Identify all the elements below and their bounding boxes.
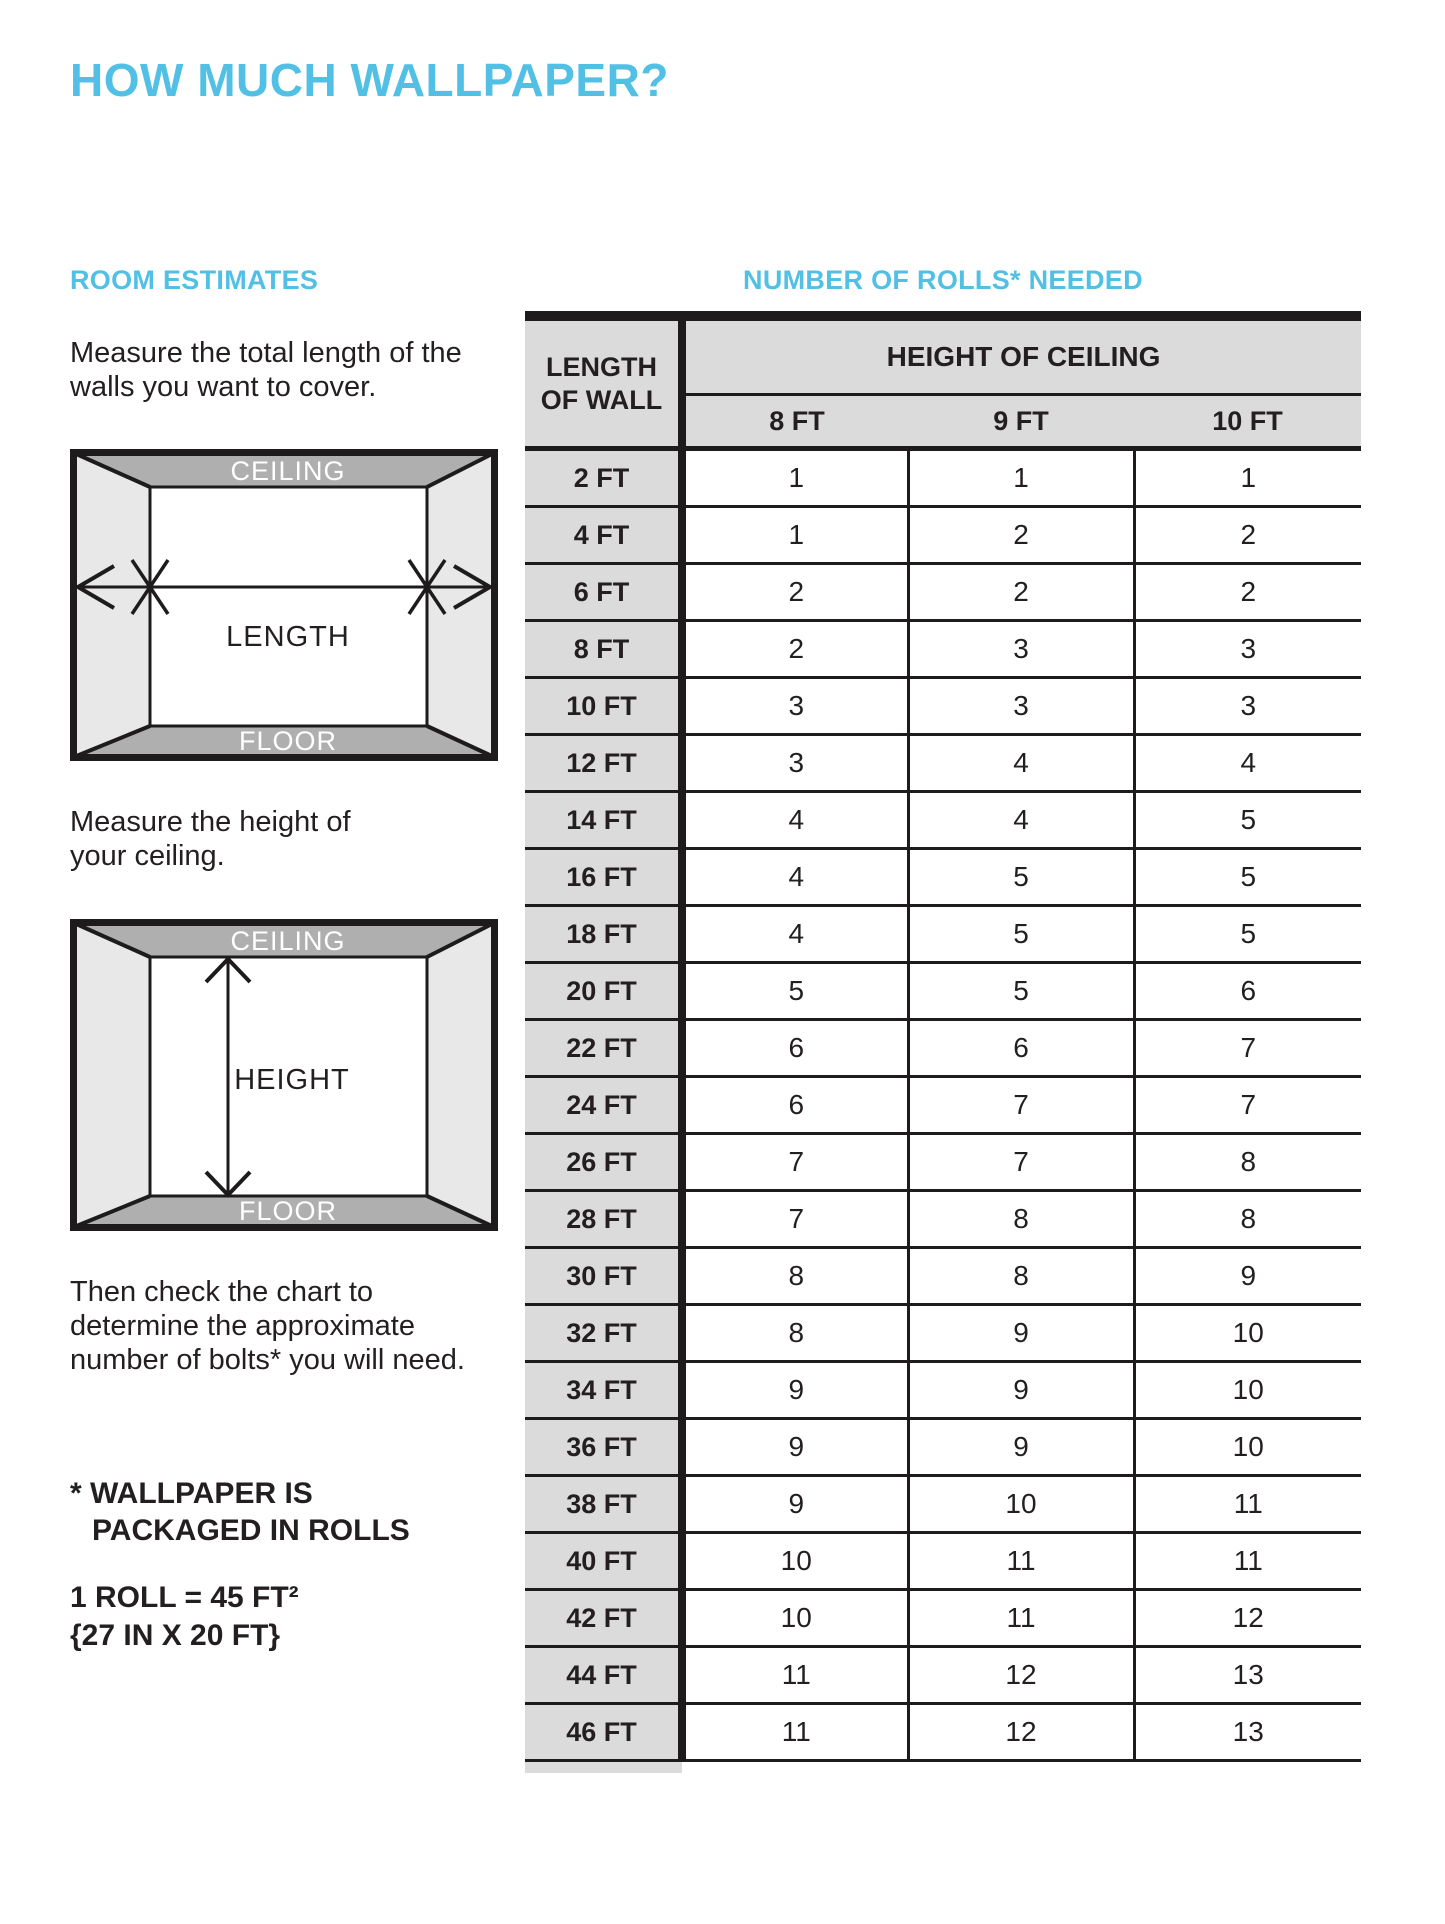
rolls-value-cell: 10 — [1134, 1419, 1361, 1476]
rolls-value-cell: 11 — [908, 1590, 1134, 1647]
table-row — [525, 849, 1361, 906]
rolls-value-cell: 4 — [682, 792, 908, 849]
rolls-value-cell: 13 — [1134, 1704, 1361, 1761]
table-row — [525, 449, 1361, 507]
rolls-value-cell: 13 — [1134, 1647, 1361, 1704]
wall-length-cell: 12 FT — [525, 735, 682, 792]
rolls-value-cell: 3 — [908, 621, 1134, 678]
height-label: HEIGHT — [234, 1064, 350, 1096]
wall-length-cell: 38 FT — [525, 1476, 682, 1533]
rolls-value-cell: 1 — [682, 449, 908, 507]
gray-tail-strip — [525, 1761, 1361, 1774]
rolls-value-cell: 8 — [1134, 1134, 1361, 1191]
length-label: LENGTH — [226, 621, 350, 653]
rolls-value-cell: 11 — [1134, 1476, 1361, 1533]
left-wall-surface — [74, 923, 150, 1227]
rolls-footnote-line2: PACKAGED IN ROLLS — [92, 1514, 410, 1547]
ceiling-label: CEILING — [230, 926, 346, 956]
rolls-value-cell: 9 — [682, 1362, 908, 1419]
wallpaper-guide-page — [0, 54, 1445, 1924]
wall-length-cell: 34 FT — [525, 1362, 682, 1419]
rolls-value-cell: 8 — [682, 1248, 908, 1305]
length-of-wall-header: LENGTH OF WALL — [525, 316, 682, 449]
roll-spec-line2: {27 IN X 20 FT} — [70, 1619, 281, 1652]
rolls-value-cell: 8 — [908, 1191, 1134, 1248]
rolls-value-cell: 8 — [682, 1305, 908, 1362]
wall-length-cell: 42 FT — [525, 1590, 682, 1647]
rolls-value-cell: 2 — [682, 621, 908, 678]
wall-length-cell: 6 FT — [525, 564, 682, 621]
rolls-value-cell: 7 — [1134, 1077, 1361, 1134]
rolls-value-cell: 2 — [908, 564, 1134, 621]
room-estimates-heading: ROOM ESTIMATES — [70, 265, 319, 295]
rolls-value-cell: 7 — [682, 1191, 908, 1248]
table-row — [525, 1134, 1361, 1191]
right-wall-surface — [427, 923, 494, 1227]
rolls-value-cell: 3 — [1134, 621, 1361, 678]
rolls-value-cell: 4 — [908, 792, 1134, 849]
table-row — [525, 1305, 1361, 1362]
wall-length-cell: 26 FT — [525, 1134, 682, 1191]
wall-length-cell: 8 FT — [525, 621, 682, 678]
ceiling-8ft-header: 8 FT — [682, 395, 908, 449]
rolls-footnote — [70, 1475, 513, 1549]
table-row — [525, 1704, 1361, 1761]
rolls-value-cell: 7 — [908, 1077, 1134, 1134]
rolls-value-cell: 8 — [1134, 1191, 1361, 1248]
rolls-value-cell: 10 — [1134, 1305, 1361, 1362]
rolls-value-cell: 2 — [908, 507, 1134, 564]
rolls-table-foot — [525, 1761, 1361, 1774]
ceiling-9ft-header: 9 FT — [908, 395, 1134, 449]
table-row — [525, 621, 1361, 678]
rolls-value-cell: 12 — [1134, 1590, 1361, 1647]
rolls-value-cell: 9 — [908, 1419, 1134, 1476]
rolls-value-cell: 5 — [1134, 849, 1361, 906]
wall-length-cell: 18 FT — [525, 906, 682, 963]
roll-spec-line1: 1 ROLL = 45 FT² — [70, 1581, 299, 1614]
rolls-value-cell: 2 — [682, 564, 908, 621]
rolls-value-cell: 6 — [1134, 963, 1361, 1020]
rolls-value-cell: 6 — [682, 1020, 908, 1077]
rolls-table-head — [525, 316, 1361, 449]
rolls-value-cell: 7 — [1134, 1020, 1361, 1077]
rolls-value-cell: 9 — [682, 1476, 908, 1533]
rolls-value-cell: 11 — [1134, 1533, 1361, 1590]
rolls-value-cell: 11 — [682, 1704, 908, 1761]
rolls-needed-heading: NUMBER OF ROLLS* NEEDED — [743, 265, 1143, 295]
rolls-value-cell: 5 — [908, 906, 1134, 963]
rolls-value-cell: 3 — [682, 678, 908, 735]
table-row — [525, 678, 1361, 735]
rolls-value-cell: 11 — [908, 1533, 1134, 1590]
rolls-value-cell: 3 — [1134, 678, 1361, 735]
wall-length-cell: 24 FT — [525, 1077, 682, 1134]
wall-length-cell: 4 FT — [525, 507, 682, 564]
table-row — [525, 1248, 1361, 1305]
rolls-value-cell: 3 — [682, 735, 908, 792]
rolls-value-cell: 2 — [1134, 507, 1361, 564]
rolls-value-cell: 12 — [908, 1647, 1134, 1704]
rolls-table-body — [525, 449, 1361, 1761]
height-of-ceiling-header: HEIGHT OF CEILING — [682, 316, 1361, 395]
rolls-value-cell: 9 — [908, 1305, 1134, 1362]
rolls-value-cell: 4 — [908, 735, 1134, 792]
roll-spec — [70, 1579, 513, 1655]
table-row — [525, 1590, 1361, 1647]
wall-length-cell: 44 FT — [525, 1647, 682, 1704]
ceiling-label: CEILING — [230, 456, 346, 486]
table-row — [525, 507, 1361, 564]
table-row — [525, 1191, 1361, 1248]
wall-length-cell: 32 FT — [525, 1305, 682, 1362]
table-row — [525, 963, 1361, 1020]
rolls-value-cell: 9 — [682, 1419, 908, 1476]
rolls-value-cell: 11 — [682, 1647, 908, 1704]
wall-length-cell: 28 FT — [525, 1191, 682, 1248]
rolls-value-cell: 5 — [908, 849, 1134, 906]
rolls-value-cell: 12 — [908, 1704, 1134, 1761]
rolls-value-cell: 8 — [908, 1248, 1134, 1305]
back-wall — [150, 487, 427, 726]
table-row — [525, 906, 1361, 963]
room-estimates-section — [70, 264, 513, 1655]
rolls-value-cell: 1 — [1134, 449, 1361, 507]
rolls-value-cell: 10 — [1134, 1362, 1361, 1419]
table-row — [525, 1476, 1361, 1533]
table-row — [525, 1020, 1361, 1077]
wall-length-cell: 22 FT — [525, 1020, 682, 1077]
instruction-measure-length: Measure the total length of the walls you want to cover. — [70, 337, 462, 403]
rolls-value-cell: 6 — [682, 1077, 908, 1134]
wall-length-cell: 20 FT — [525, 963, 682, 1020]
wall-length-cell: 36 FT — [525, 1419, 682, 1476]
rolls-value-cell: 5 — [908, 963, 1134, 1020]
wall-length-cell: 2 FT — [525, 449, 682, 507]
instruction-measure-height: Measure the height of your ceiling. — [70, 806, 351, 872]
table-row — [525, 564, 1361, 621]
table-row — [525, 1647, 1361, 1704]
rolls-value-cell: 5 — [682, 963, 908, 1020]
rolls-footnote-line1: * WALLPAPER IS — [70, 1477, 313, 1510]
rolls-value-cell: 10 — [682, 1533, 908, 1590]
table-row — [525, 792, 1361, 849]
rolls-value-cell: 4 — [682, 849, 908, 906]
rolls-value-cell: 10 — [908, 1476, 1134, 1533]
wall-length-cell: 16 FT — [525, 849, 682, 906]
rolls-table — [525, 311, 1361, 1773]
instruction-check-chart: Then check the chart to determine the approximate number of bolts* you will need. — [70, 1276, 465, 1376]
rolls-value-cell: 2 — [1134, 564, 1361, 621]
rolls-value-cell: 5 — [1134, 906, 1361, 963]
rolls-value-cell: 4 — [1134, 735, 1361, 792]
room-height-diagram — [70, 919, 498, 1231]
floor-label: FLOOR — [238, 726, 338, 756]
gray-tail-cell — [525, 1761, 682, 1774]
table-row — [525, 1419, 1361, 1476]
wall-length-cell: 40 FT — [525, 1533, 682, 1590]
wall-length-cell: 46 FT — [525, 1704, 682, 1761]
room-length-diagram — [70, 449, 498, 761]
rolls-value-cell: 9 — [1134, 1248, 1361, 1305]
table-row — [525, 735, 1361, 792]
content-columns — [70, 264, 1445, 1773]
rolls-value-cell: 10 — [682, 1590, 908, 1647]
rolls-value-cell: 7 — [682, 1134, 908, 1191]
rolls-value-cell: 3 — [908, 678, 1134, 735]
table-row — [525, 1077, 1361, 1134]
rolls-value-cell: 1 — [682, 507, 908, 564]
wall-length-cell: 10 FT — [525, 678, 682, 735]
rolls-value-cell: 9 — [908, 1362, 1134, 1419]
wall-length-cell: 14 FT — [525, 792, 682, 849]
rolls-value-cell: 6 — [908, 1020, 1134, 1077]
table-row — [525, 1362, 1361, 1419]
ceiling-10ft-header: 10 FT — [1134, 395, 1361, 449]
table-row — [525, 1533, 1361, 1590]
rolls-value-cell: 5 — [1134, 792, 1361, 849]
page-title: HOW MUCH WALLPAPER? — [70, 54, 669, 106]
tail-spacer — [682, 1761, 1361, 1774]
rolls-value-cell: 7 — [908, 1134, 1134, 1191]
rolls-value-cell: 4 — [682, 906, 908, 963]
wall-length-cell: 30 FT — [525, 1248, 682, 1305]
rolls-value-cell: 1 — [908, 449, 1134, 507]
rolls-needed-section — [525, 264, 1361, 1773]
floor-label: FLOOR — [238, 1196, 338, 1226]
